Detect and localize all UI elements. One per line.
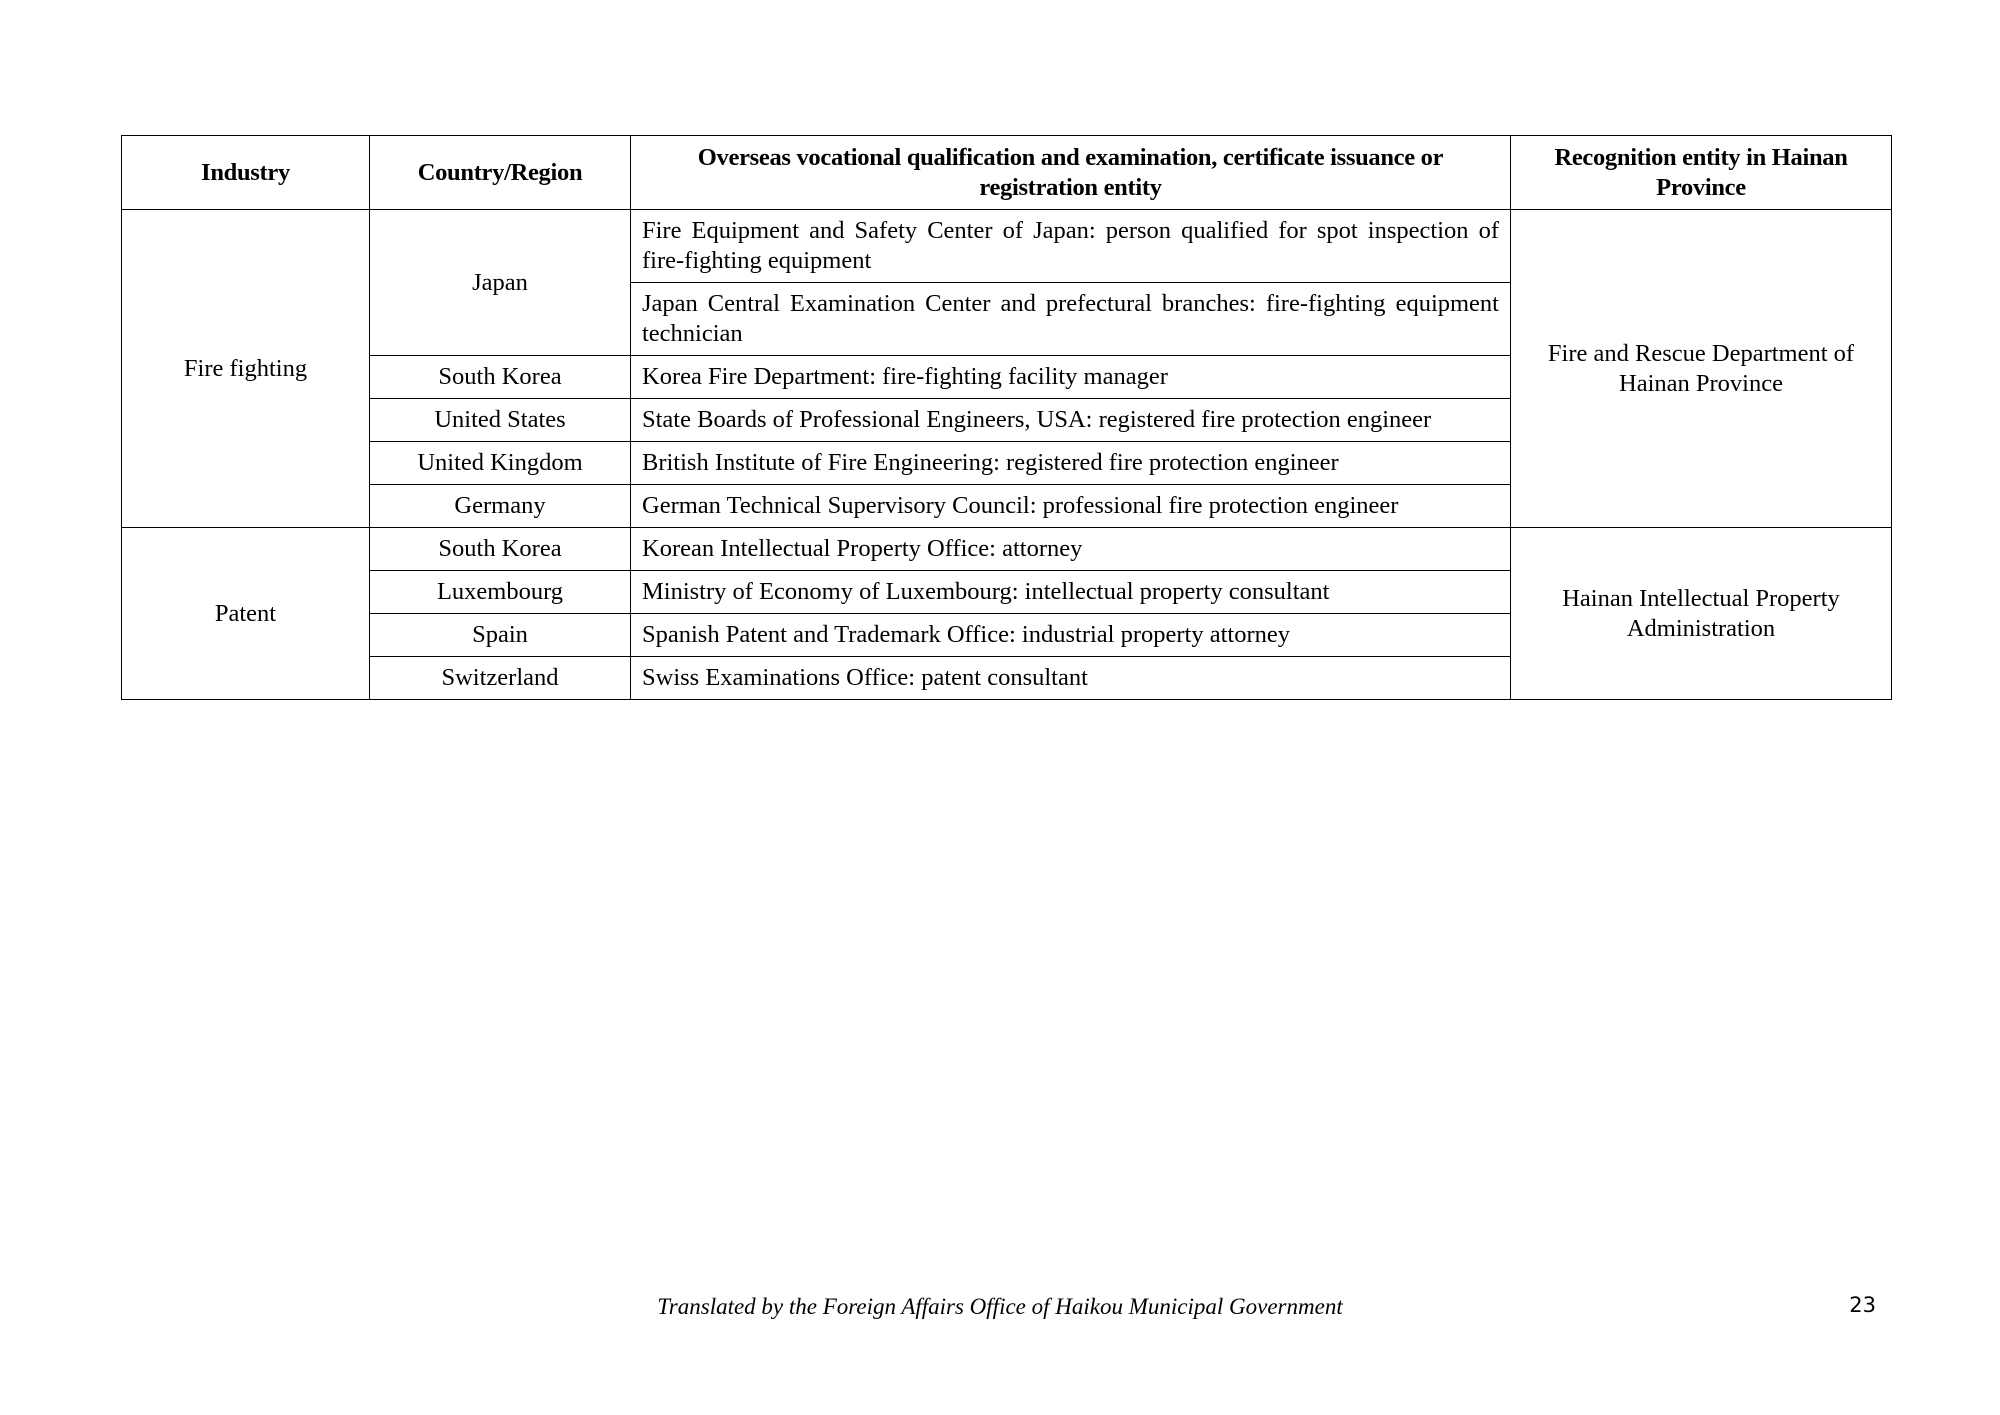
table-row — [122, 528, 1892, 571]
entity-cell: Spanish Patent and Trademark Office: industrial property attorney — [631, 614, 1511, 657]
country-cell: Switzerland — [370, 657, 631, 700]
entity-cell: Japan Central Examination Center and prefectural branches: fire-fighting equipment technician — [631, 283, 1511, 356]
country-cell: Luxembourg — [370, 571, 631, 614]
country-cell: South Korea — [370, 356, 631, 399]
table-header-row — [122, 136, 1892, 210]
page-number: 23 — [1849, 1293, 1876, 1317]
entity-cell: British Institute of Fire Engineering: registered fire protection engineer — [631, 442, 1511, 485]
qualification-table — [121, 135, 1892, 700]
country-cell: United Kingdom — [370, 442, 631, 485]
industry-cell: Patent — [122, 528, 370, 700]
industry-cell: Fire fighting — [122, 210, 370, 528]
table-row — [122, 210, 1892, 283]
country-cell: South Korea — [370, 528, 631, 571]
entity-cell: Ministry of Economy of Luxembourg: intellectual property consultant — [631, 571, 1511, 614]
entity-cell: Korea Fire Department: fire-fighting facility manager — [631, 356, 1511, 399]
entity-cell: Swiss Examinations Office: patent consultant — [631, 657, 1511, 700]
header-industry: Industry — [122, 136, 370, 210]
entity-cell: Fire Equipment and Safety Center of Japan: person qualified for spot inspection of fire-fighting equipment — [631, 210, 1511, 283]
entity-cell: German Technical Supervisory Council: professional fire protection engineer — [631, 485, 1511, 528]
country-cell: Spain — [370, 614, 631, 657]
header-overseas-entity: Overseas vocational qualification and examination, certificate issuance or registration entity — [631, 136, 1511, 210]
footer-translation-credit: Translated by the Foreign Affairs Office of Haikou Municipal Government — [657, 1294, 1343, 1319]
country-cell: Japan — [370, 210, 631, 356]
recognition-cell: Hainan Intellectual Property Administration — [1511, 528, 1892, 700]
header-recognition-entity: Recognition entity in Hainan Province — [1511, 136, 1892, 210]
entity-cell: State Boards of Professional Engineers, USA: registered fire protection engineer — [631, 399, 1511, 442]
country-cell: Germany — [370, 485, 631, 528]
recognition-cell: Fire and Rescue Department of Hainan Province — [1511, 210, 1892, 528]
entity-cell: Korean Intellectual Property Office: attorney — [631, 528, 1511, 571]
header-country-region: Country/Region — [370, 136, 631, 210]
country-cell: United States — [370, 399, 631, 442]
